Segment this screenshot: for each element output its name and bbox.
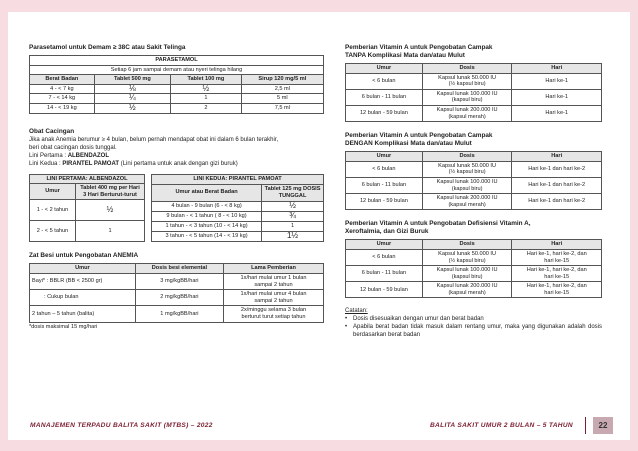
- table-cell: 5 ml: [241, 94, 323, 104]
- obat-cacingan-line: beri obat cacingan dosis tunggal.: [29, 144, 117, 151]
- table-cell: 2,5 ml: [241, 84, 323, 94]
- table-cell: [422, 266, 512, 282]
- table-header: Tablet 100 mg: [171, 75, 242, 85]
- cell-line: (kapsul biru): [451, 273, 483, 280]
- table-header: Dosis: [422, 152, 512, 162]
- vita-defisiensi-table: [345, 239, 602, 298]
- cell-line: berturut turut setiap tahun: [241, 313, 306, 320]
- table-cell: 1: [262, 222, 324, 232]
- table-cell: 14 - < 19 kg: [30, 103, 95, 113]
- table-header: Berat Badan: [30, 75, 95, 85]
- table-header: Dosis besi elemental: [135, 264, 223, 274]
- table-cell: 6 bulan - 11 bulan: [346, 266, 423, 282]
- table-cell: [224, 273, 324, 289]
- pirantel-header: LINI KEDUA: PIRANTEL PAMOAT: [152, 174, 324, 184]
- lini-label: Lini Kedua :: [29, 160, 63, 167]
- table-header: Lama Pemberian: [224, 264, 324, 274]
- cell-line: (½ kapsul biru): [448, 257, 486, 264]
- table-cell: 12 bulan - 59 bulan: [346, 282, 423, 298]
- table-cell: < 6 bulan: [346, 73, 423, 89]
- table-cell: : Cukup bulan: [30, 290, 136, 306]
- catatan-item: [345, 323, 602, 339]
- cell-line: (kapsul biru): [451, 97, 483, 104]
- table-cell: [422, 161, 512, 177]
- footer-divider: [585, 417, 586, 434]
- table-row: [30, 103, 324, 113]
- cell-line: Kapsul lunak 100.000 IU: [436, 90, 498, 97]
- table-cell: [422, 73, 512, 89]
- paracetamol-title: Parasetamol untuk Demam ≥ 38C atau Sakit Telinga: [29, 44, 186, 51]
- table-cell: [422, 89, 512, 105]
- cell-line: Hari ke-1, hari ke-2, dan: [526, 267, 587, 274]
- table-cell: Bayi* : BBLR (BB < 2500 gr): [30, 273, 136, 289]
- cell-line: Kapsul lunak 50.000 IU: [438, 250, 497, 257]
- cell-line: Hari ke-1, hari ke-2, dan: [526, 250, 587, 257]
- table-cell: 2: [171, 103, 242, 113]
- table-cell: [422, 249, 512, 265]
- table-row: [152, 232, 324, 242]
- table-cell: ½: [262, 201, 324, 211]
- table-header: Tablet 400 mg per Hari 3 Hari Berturut-turut: [76, 184, 145, 200]
- table-row: [30, 94, 324, 104]
- table-cell: Hari ke-1 dan hari ke-2: [512, 194, 602, 210]
- cell-line: 1x/hari mulai umur 1 bulan: [240, 274, 307, 281]
- table-header: Umur: [30, 264, 136, 274]
- table-cell: [422, 282, 512, 298]
- table-cell: 1: [171, 94, 242, 104]
- table-cell: [512, 249, 602, 265]
- vita-tanpa-title: TANPA Komplikasi Mata dan/atau Mulut: [345, 52, 465, 59]
- table-cell: 9 bulan - < 1 tahun ( 8 - < 10 kg): [152, 211, 262, 221]
- vita-dengan-table: [345, 151, 602, 210]
- page-number: 22: [593, 417, 613, 434]
- table-header: Umur: [30, 184, 76, 200]
- table-header: Umur: [346, 64, 423, 74]
- vita-tanpa-title: Pemberian Vitamin A untuk Pengobatan Campak: [345, 44, 493, 51]
- cell-line: (½ kapsul biru): [448, 81, 486, 88]
- table-header: Umur atau Berat Badan: [152, 184, 262, 201]
- table-cell: 12 bulan - 59 bulan: [346, 194, 423, 210]
- table-row: [30, 221, 145, 242]
- table-row: [30, 273, 324, 289]
- table-header: Hari: [512, 240, 602, 250]
- cell-line: Kapsul lunak 100.000 IU: [436, 178, 498, 185]
- table-cell: [224, 306, 324, 322]
- table-cell: 6 bulan - 11 bulan: [346, 89, 423, 105]
- lini-pertama: [29, 152, 324, 160]
- table-row: [152, 201, 324, 211]
- table-header: Hari: [512, 64, 602, 74]
- left-column: [29, 44, 324, 330]
- table-cell: 1½: [262, 232, 324, 242]
- table-cell: ½: [94, 103, 170, 113]
- cell-line: sampai 2 tahun: [254, 297, 293, 304]
- table-cell: [422, 105, 512, 121]
- catatan-item: [345, 315, 602, 323]
- table-cell: Hari ke-1 dan hari ke-2: [512, 161, 602, 177]
- vita-dengan-title: DENGAN Komplikasi Mata dan/atau Mulut: [345, 140, 472, 148]
- obat-cacingan-title: Obat Cacingan: [29, 127, 75, 135]
- cell-line: Kapsul lunak 200.000 IU: [436, 283, 498, 290]
- lini-label: Lini Pertama :: [29, 152, 68, 159]
- table-cell: Hari ke-1 dan hari ke-2: [512, 177, 602, 193]
- table-cell: 2 tahun – 5 tahun (balita): [30, 306, 136, 322]
- table-cell: 12 bulan - 59 bulan: [346, 105, 423, 121]
- cell-line: Kapsul lunak 50.000 IU: [438, 162, 497, 169]
- vita-defisiensi-title: Xeroftalmia, dan Gizi Buruk: [345, 228, 429, 236]
- cell-line: (kapsul biru): [451, 185, 483, 192]
- vita-dengan-title: Pemberian Vitamin A untuk Pengobatan Campak: [345, 132, 493, 140]
- table-cell: 7,5 ml: [241, 103, 323, 113]
- obat-cacingan-line: Jika anak Anemia berumur ≥ 4 bulan, belum pernah mendapat obat ini dalam 6 bulan terakhir,: [29, 136, 279, 143]
- table-cell: Hari ke-1: [512, 105, 602, 121]
- table-cell: Hari ke-1: [512, 89, 602, 105]
- cell-line: hari ke-15: [544, 257, 570, 264]
- lini-note: (Lini pertama untuk anak dengan gizi buruk): [119, 160, 238, 167]
- vita-defisiensi-title: Pemberian Vitamin A untuk Pengobatan Defisiensi Vitamin A,: [345, 220, 531, 228]
- table-header: Tablet 125 mg DOSIS TUNGGAL: [262, 184, 324, 201]
- table-cell: 1 - < 2 tahun: [30, 200, 76, 221]
- table-row: [346, 282, 602, 298]
- table-cell: ½: [171, 84, 242, 94]
- table-cell: [224, 290, 324, 306]
- table-row: [346, 73, 602, 89]
- table-cell: [512, 266, 602, 282]
- cell-line: hari ke-15: [544, 273, 570, 280]
- table-row: [30, 306, 324, 322]
- zat-besi-table: [29, 263, 324, 322]
- footer-left-text: MANAJEMEN TERPADU BALITA SAKIT (MTBS) – 2022: [30, 422, 213, 429]
- table-row: [30, 200, 145, 221]
- paracetamol-subheader: Setiap 6 jam sampai demam atau nyeri telinga hilang: [30, 65, 324, 75]
- paracetamol-header: PARASETAMOL: [30, 56, 324, 66]
- table-header: Sirup 120 mg/5 ml: [241, 75, 323, 85]
- table-row: [346, 249, 602, 265]
- footer-right-text: BALITA SAKIT UMUR 2 BULAN – 5 TAHUN: [430, 422, 573, 429]
- table-cell: [422, 177, 512, 193]
- cell-line: Kapsul lunak 50.000 IU: [438, 74, 497, 81]
- table-header: Tablet 500 mg: [94, 75, 170, 85]
- table-cell: ¾: [262, 211, 324, 221]
- bullet-icon: •: [345, 324, 348, 331]
- table-row: [346, 194, 602, 210]
- table-row: [346, 177, 602, 193]
- table-cell: 4 - < 7 kg: [30, 84, 95, 94]
- zat-besi-title: Zat Besi untuk Pengobatan ANEMIA: [29, 252, 139, 260]
- table-cell: < 6 bulan: [346, 161, 423, 177]
- cell-line: (kapsul merah): [448, 289, 486, 296]
- table-header: Hari: [512, 152, 602, 162]
- table-cell: 3 mg/kgBB/hari: [135, 273, 223, 289]
- zat-besi-note: *dosis maksimal 15 mg/hari: [29, 323, 98, 330]
- catatan-title: Catatan:: [345, 308, 368, 315]
- table-header: Umur: [346, 152, 423, 162]
- table-cell: 6 bulan - 11 bulan: [346, 177, 423, 193]
- table-row: [152, 222, 324, 232]
- table-cell: < 6 bulan: [346, 249, 423, 265]
- table-row: [30, 84, 324, 94]
- pirantel-table: [151, 174, 324, 243]
- table-cell: ¼: [94, 94, 170, 104]
- table-cell: [422, 194, 512, 210]
- cell-line: hari ke-15: [544, 289, 570, 296]
- catatan-text: Dosis disesuaikan dengan umur dan berat badan: [353, 316, 484, 323]
- table-cell: 2 - < 5 tahun: [30, 221, 76, 242]
- cell-line: (½ kapsul biru): [448, 169, 486, 176]
- table-cell: Hari ke-1: [512, 73, 602, 89]
- vita-tanpa-table: [345, 63, 602, 122]
- table-row: [30, 290, 324, 306]
- albendazol-table: [29, 174, 145, 243]
- table-cell: 3 tahun - < 5 tahun (14 - < 19 kg): [152, 232, 262, 242]
- table-header: Dosis: [422, 240, 512, 250]
- cell-line: Kapsul lunak 200.000 IU: [436, 106, 498, 113]
- table-cell: ⅛: [94, 84, 170, 94]
- table-cell: 1: [76, 221, 145, 242]
- table-cell: 7 - < 14 kg: [30, 94, 95, 104]
- paracetamol-table: [29, 55, 324, 114]
- right-column: [345, 44, 602, 339]
- cell-line: 1x/hari mulai umur 4 bulan: [240, 291, 307, 298]
- table-cell: ½: [76, 200, 145, 221]
- cell-line: Kapsul lunak 200.000 IU: [436, 195, 498, 202]
- table-cell: 1 tahun - < 3 tahun (10 - < 14 kg): [152, 222, 262, 232]
- lini-value: ALBENDAZOL: [67, 152, 110, 159]
- table-row: [152, 211, 324, 221]
- table-cell: [512, 282, 602, 298]
- lini-kedua: [29, 160, 324, 168]
- table-cell: 4 bulan - 9 bulan (6 - < 8 kg): [152, 201, 262, 211]
- table-cell: 2 mg/kgBB/hari: [135, 290, 223, 306]
- table-cell: 1 mg/kgBB/hari: [135, 306, 223, 322]
- albendazol-header: LINI PERTAMA: ALBENDAZOL: [30, 174, 145, 184]
- cell-line: 2x/minggu selama 3 bulan: [240, 307, 307, 314]
- table-row: [346, 266, 602, 282]
- table-header: Dosis: [422, 64, 512, 74]
- table-row: [346, 161, 602, 177]
- cell-line: (kapsul merah): [448, 201, 486, 208]
- bullet-icon: •: [345, 316, 348, 323]
- table-row: [346, 105, 602, 121]
- cell-line: (kapsul merah): [448, 113, 486, 120]
- cell-line: sampai 2 tahun: [254, 281, 293, 288]
- cell-line: Hari ke-1, hari ke-2, dan: [526, 283, 587, 290]
- lini-value: PIRANTEL PAMOAT: [62, 160, 120, 167]
- table-header: Umur: [346, 240, 423, 250]
- page-footer: [0, 413, 638, 439]
- cell-line: Kapsul lunak 100.000 IU: [436, 267, 498, 274]
- catatan-text: Apabila berat badan tidak masuk dalam rentang umur, maka yang digunakan adalah dosis berdasarkan berat badan: [353, 324, 602, 339]
- table-row: [346, 89, 602, 105]
